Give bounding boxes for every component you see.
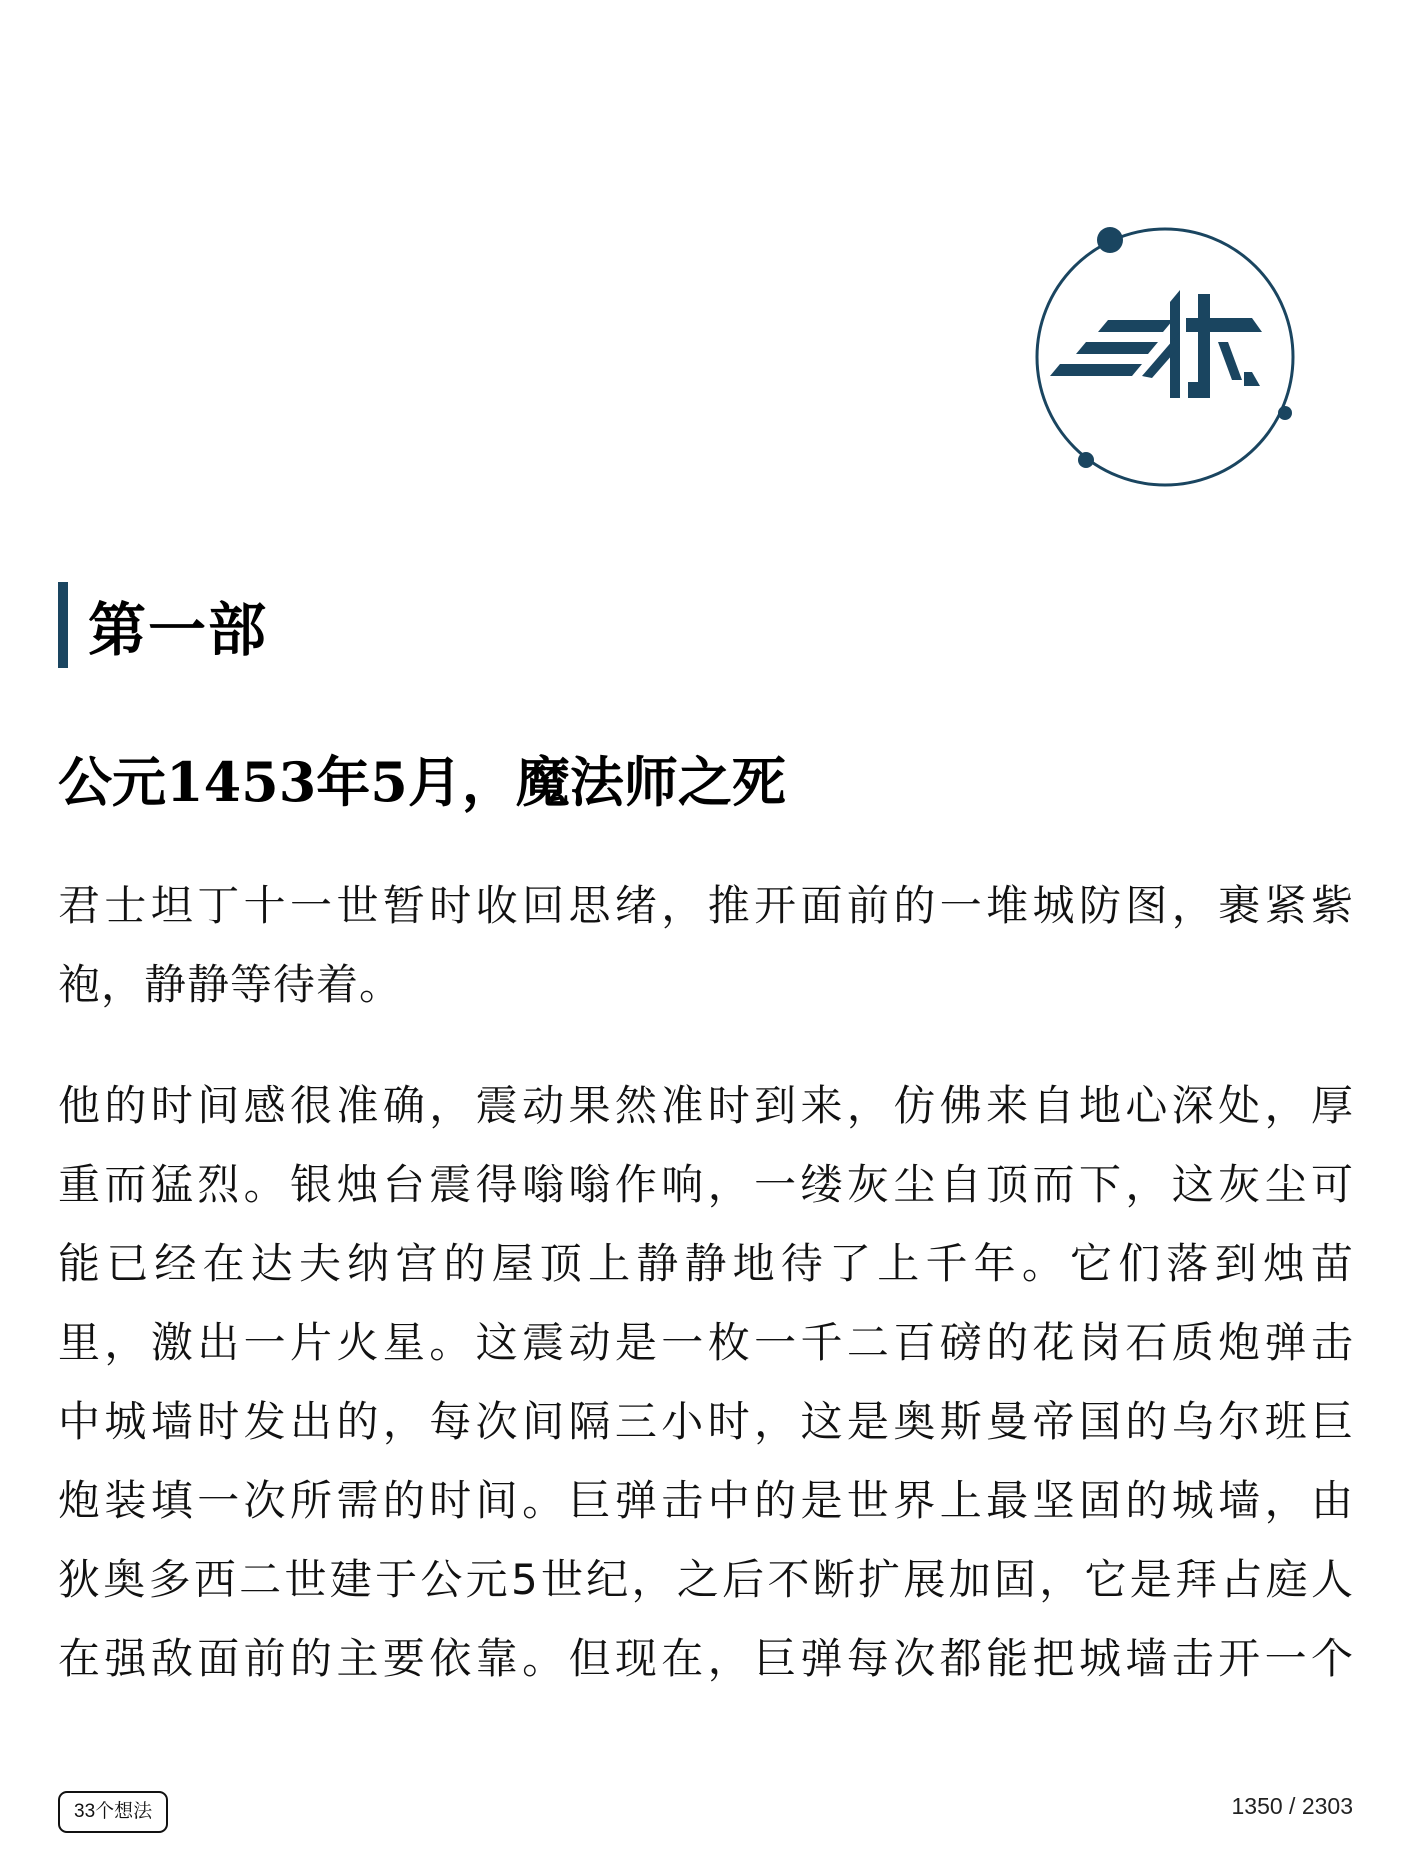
logo-icon [1030, 222, 1300, 492]
text-line: 中城墙时发出的，每次间隔三小时，这是奥斯曼帝国的乌尔班巨 [58, 1397, 1354, 1446]
part-heading [58, 582, 268, 668]
text-line: 狄奥多西二世建于公元5世纪，之后不断扩展加固，它是拜占庭人 [58, 1555, 1354, 1604]
santi-logo [1030, 222, 1300, 492]
text-line: 里，激出一片火星。这震动是一枚一千二百磅的花岗石质炮弹击 [58, 1318, 1354, 1367]
text-line: 在强敌面前的主要依靠。但现在，巨弹每次都能把城墙击开一个 [58, 1634, 1354, 1683]
chapter-title: 公元1453年5月，魔法师之死 [58, 750, 786, 814]
page-indicator: 1350 / 2303 [1231, 1793, 1353, 1819]
text-line: 重而猛烈。银烛台震得嗡嗡作响，一缕灰尘自顶而下，这灰尘可 [58, 1160, 1354, 1209]
text-line: 炮装填一次所需的时间。巨弹击中的是世界上最坚固的城墙，由 [58, 1476, 1354, 1525]
text-line: 君士坦丁十一世暂时收回思绪，推开面前的一堆城防图，裹紧紫 [58, 881, 1354, 930]
paragraph-2 [58, 1066, 1354, 1698]
text-line: 能已经在达夫纳宫的屋顶上静静地待了上千年。它们落到烛苗 [58, 1239, 1354, 1288]
part-heading-bar [58, 582, 68, 668]
text-line: 他的时间感很准确，震动果然准时到来，仿佛来自地心深处，厚 [58, 1081, 1354, 1130]
thoughts-button[interactable]: 33个想法 [58, 1791, 168, 1833]
text-line: 袍，静静等待着。 [58, 960, 403, 1009]
paragraph-1 [58, 866, 1354, 1024]
part-title: 第一部 [88, 596, 269, 664]
